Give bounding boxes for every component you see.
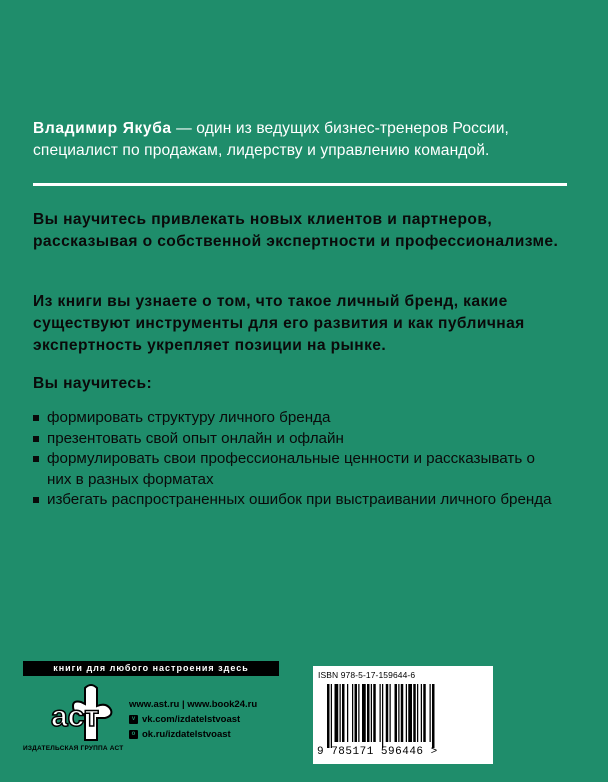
- list-item: презентовать свой опыт онлайн и офлайн: [33, 429, 553, 450]
- divider: [33, 183, 567, 186]
- social-vk[interactable]: [129, 714, 240, 725]
- author-bio: [33, 118, 578, 162]
- skills-list: [33, 408, 553, 511]
- barcode-number: 9 785171 596446 >: [317, 746, 438, 758]
- bullet-square-icon: [33, 415, 39, 421]
- vk-link[interactable]: vk.com/izdatelstvoast: [142, 714, 241, 725]
- ok-icon: o: [129, 730, 138, 739]
- learn-heading: Вы научитесь:: [33, 375, 153, 392]
- list-item: избегать распространенных ошибок при выстраивании личного бренда: [33, 490, 553, 511]
- bullet-square-icon: [33, 456, 39, 462]
- bullet-square-icon: [33, 497, 39, 503]
- barcode-panel: [313, 666, 493, 764]
- isbn: ISBN 978-5-17-159644-6: [318, 670, 416, 680]
- ast-logo-icon: [23, 680, 131, 746]
- lead-paragraph-1: Вы научитесь привлекать новых клиентов и партнеров, рассказывая о собственной экспертности и профессионализме.: [33, 211, 559, 250]
- bullet-square-icon: [33, 436, 39, 442]
- lead-paragraph-2: Из книги вы узнаете о том, что такое личный бренд, какие существуют инструменты для его развития и как публичная экспертность укрепляет позиции на рынке.: [33, 293, 525, 354]
- ok-link[interactable]: ok.ru/izdatelstvoast: [142, 729, 231, 740]
- list-item: формулировать свои профессиональные ценности и рассказывать о них в разных форматах: [33, 449, 553, 490]
- publisher-caption: ИЗДАТЕЛЬСКАЯ ГРУППА АСТ: [23, 745, 124, 752]
- web-links[interactable]: www.ast.ru | www.book24.ru: [129, 699, 258, 710]
- vk-icon: v: [129, 715, 138, 724]
- author-name: Владимир Якуба: [33, 120, 172, 137]
- barcode-icon: [327, 684, 479, 748]
- social-ok[interactable]: [129, 729, 231, 740]
- list-item: формировать структуру личного бренда: [33, 408, 553, 429]
- svg-text:аст: аст: [51, 700, 100, 733]
- publisher-slogan: книги для любого настроения здесь: [23, 661, 279, 676]
- author-description: — один из ведущих бизнес-тренеров России, специалист по продажам, лидерству и управлению командой.: [33, 120, 509, 159]
